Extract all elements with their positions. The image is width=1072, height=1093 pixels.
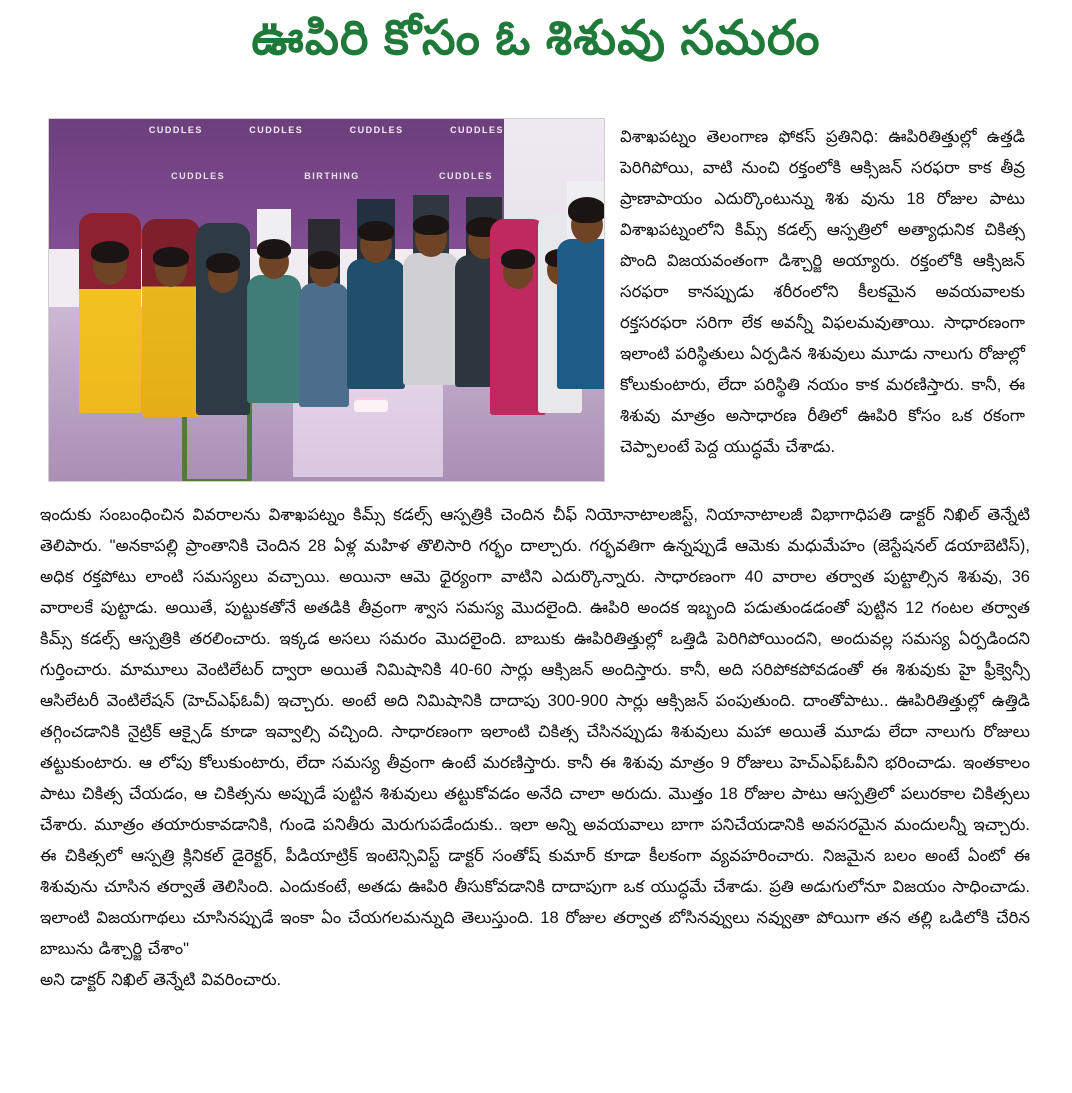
backdrop-logo-4: CUDDLES: [450, 125, 505, 135]
photo-person: [245, 209, 303, 481]
page-title: ఊపిరి కోసం ఓ శిశువు సమరం: [251, 12, 821, 65]
photo-person-body: [247, 275, 301, 403]
photo-person-hair: [153, 247, 189, 267]
backdrop-logo-1: CUDDLES: [148, 125, 203, 135]
article-lead-column: [620, 122, 1025, 463]
backdrop-logo-2: CUDDLES: [249, 125, 304, 135]
photo-person: [401, 195, 461, 481]
photo-person: [195, 223, 251, 481]
photo-person-hair: [257, 239, 291, 259]
backdrop-logo-5: CUDDLES: [171, 171, 226, 181]
photo-person-body: [299, 283, 349, 407]
photo-person: [555, 181, 605, 481]
article-body-paragraph: ఇందుకు సంబంధించిన వివరాలను విశాఖపట్నం కిమ్స్ కడల్స్ ఆస్పత్రికి చెందిన చీఫ్ నియోనాటాలజిస్ట్, నియానాటాలజీ విభాగాధిపతి డాక్టర్ నిఖిల్ తెన్నేటి తెలిపారు. "అనకాపల్లి ప్రాంతానికి చెందిన 28 ఏళ్ల మహిళ తొలిసారి గర్భం దాల్చారు. గర్భవతిగా ఉన్నప్పుడే ఆమెకు మధుమేహం (జెస్టేషనల్ డయాబెటిస్), అధిక రక్తపోటు లాంటి సమస్యలు వచ్చాయి. అయినా ఆమె ధైర్యంగా వాటిని ఎదుర్కొన్నారు. సాధారణంగా 40 వారాల తర్వాత పుట్టాల్సిన శిశువు, 36 వారాలకే పుట్టాడు. అయితే, పుట్టుకతోనే అతడికి తీవ్రంగా శ్వాస సమస్య మొదలైంది. ఊపిరి అందక ఇబ్బంది పడుతుండడంతో పుట్టిన 12 గంటల తర్వాత కిమ్స్ కడల్స్ ఆస్పత్రికి తరలించారు. ఇక్కడ అసలు సమరం మొదలైంది. బాబుకు ఊపిరితిత్తుల్లో ఒత్తిడి పెరిగిపోయిందని, అందువల్ల సమస్య ఏర్పడిందని గుర్తించారు. మామూలు వెంటిలేటర్ ద్వారా అయితే నిమిషానికి 40-60 సార్లు ఆక్సిజన్ అందిస్తారు. కానీ, అది సరిపోకపోవడంతో ఈ శిశువుకు హై ఫ్రీక్వెన్సీ ఆసిలేటరీ వెంటిలేషన్ (హెచ్ఎఫ్ఓవీ) ఇచ్చారు. అంటే అది నిమిషానికి దాదాపు 300-900 సార్లు ఆక్సిజన్ పంపుతుంది. దాంతోపాటు.. ఊపిరితిత్తుల్లో ఉత్తిడి తగ్గించడానికి నైట్రిక్ ఆక్సైడ్ కూడా ఇవ్వాల్సి వచ్చింది. సాధారణంగా ఇలాంటి చికిత్స చేసినప్పుడు శిశువులు మహా అయితే మూడు లేదా నాలుగు రోజులు తట్టుకుంటారు. ఆ లోపు కోలుకుంటారు, లేదా సమస్య తీవ్రంగా ఉంటే మరణిస్తారు. కానీ ఈ శిశువు మాత్రం 9 రోజులు హెచ్ఎఫ్ఓవీని భరించాడు. ఇంతకాలం పాటు చికిత్స చేయడం, ఆ చికిత్సను అప్పుడే పుట్టిన శిశువులు తట్టుకోవడం అనేది చాలా అరుదు. మొత్తం 18 రోజుల పాటు ఆస్పత్రిలో పలురకాల చికిత్సలు చేశారు. మూత్రం తయారుకావడానికి, గుండె పనితీరు మెరుగుపడేందుకు.. ఇలా అన్ని అవయవాలు బాగా పనిచేయడానికి అవసరమైన మందులన్నీ ఇచ్చారు. ఈ చికిత్సలో ఆస్పత్రి క్లినికల్ డైరెక్టర్, పీడియాట్రిక్ ఇంటెన్సివిస్ట్ డాక్టర్ సంతోష్ కుమార్ కూడా కీలకంగా వ్యవహరించారు. నిజమైన బలం అంటే ఏంటో ఈ శిశువును చూసిన తర్వాతే తెలిసింది. ఎందుకంటే, అతడు ఊపిరి తీసుకోవడానికి దాదాపుగా ఒక యుద్ధమే చేశాడు. ప్రతి అడుగులోనూ విజయం సాధించాడు. ఇలాంటి విజయగాథలు చూసినప్పుడే ఇంకా ఏం చేయగలమన్నుది తెలుస్తుంది. 18 రోజుల తర్వాత బోసినవ్వులు నవ్వుతా పోయిగా తన తల్లి ఒడిలోకి చేరిన బాబును డిశ్చార్జి చేశాం": [40, 506, 1030, 958]
photo-person: [345, 199, 407, 481]
photo-person-body: [403, 253, 459, 385]
photo-person: [77, 213, 143, 481]
article-closing-line: అని డాక్టర్ నిఖిల్ తెన్నేటి వివరించారు.: [40, 971, 282, 989]
photo-person-body: [347, 259, 405, 389]
backdrop-logo-7: CUDDLES: [438, 171, 493, 181]
photo-person-body: [196, 223, 250, 415]
photo-person-hair: [206, 253, 240, 273]
photo-person: [297, 219, 351, 481]
article-dateline-paragraph: విశాఖపట్నం తెలంగాణ ఫోకస్ ప్రతినిధి: ఊపిరితిత్తుల్లో ఉత్తడి పెరిగిపోయి, వాటి నుంచి రక్తంలోకి ఆక్సిజన్ సరఫరా కాక తీవ్ర ప్రాణాపాయం ఎదుర్కొంటున్ను శిశు వును 18 రోజుల పాటు విశాఖపట్నంలోని కిమ్స్ కడల్స్ ఆస్పత్రిలో అత్యాధునిక చికిత్స పొంది విజయవంతంగా డిశ్చార్జి అయ్యారు. రక్తంలోకి ఆక్సిజన్ సరఫరా కానప్పుడు శరీరంలోని కీలకమైన అవయవాలకు రక్తసరఫరా సరిగా లేక అవన్నీ విఫలమవుతాయి. సాధారణంగా ఇలాంటి పరిస్థితులు ఏర్పడిన శిశువులు మూడు నాలుగు రోజుల్లో కోలుకుంటారు, లేదా పరిస్థితి నయం కాక మరణిస్తారు. కానీ, ఈ శిశువు మాత్రం అసాధారణ రీతిలో ఊపిరి కోసం ఒక రకంగా చెప్పాలంటే పెద్ద యుద్ధమే చేశాడు.: [620, 128, 1025, 456]
photo-person-hair: [568, 197, 605, 223]
photo-backdrop-logos: [149, 125, 504, 135]
photo-person-hair: [91, 241, 129, 263]
photo-person-hair: [413, 215, 449, 235]
backdrop-logo-3: CUDDLES: [349, 125, 404, 135]
article-photo: [48, 118, 605, 482]
photo-person-body: [557, 239, 605, 389]
photo-person-hair: [358, 221, 394, 241]
photo-person-hair: [501, 249, 535, 269]
photo-person: [141, 219, 201, 481]
photo-backdrop-logos-row2: [171, 171, 493, 181]
article-body: [40, 500, 1030, 996]
backdrop-logo-6: BIRTHING: [304, 171, 360, 181]
photo-person-hair: [308, 251, 340, 269]
